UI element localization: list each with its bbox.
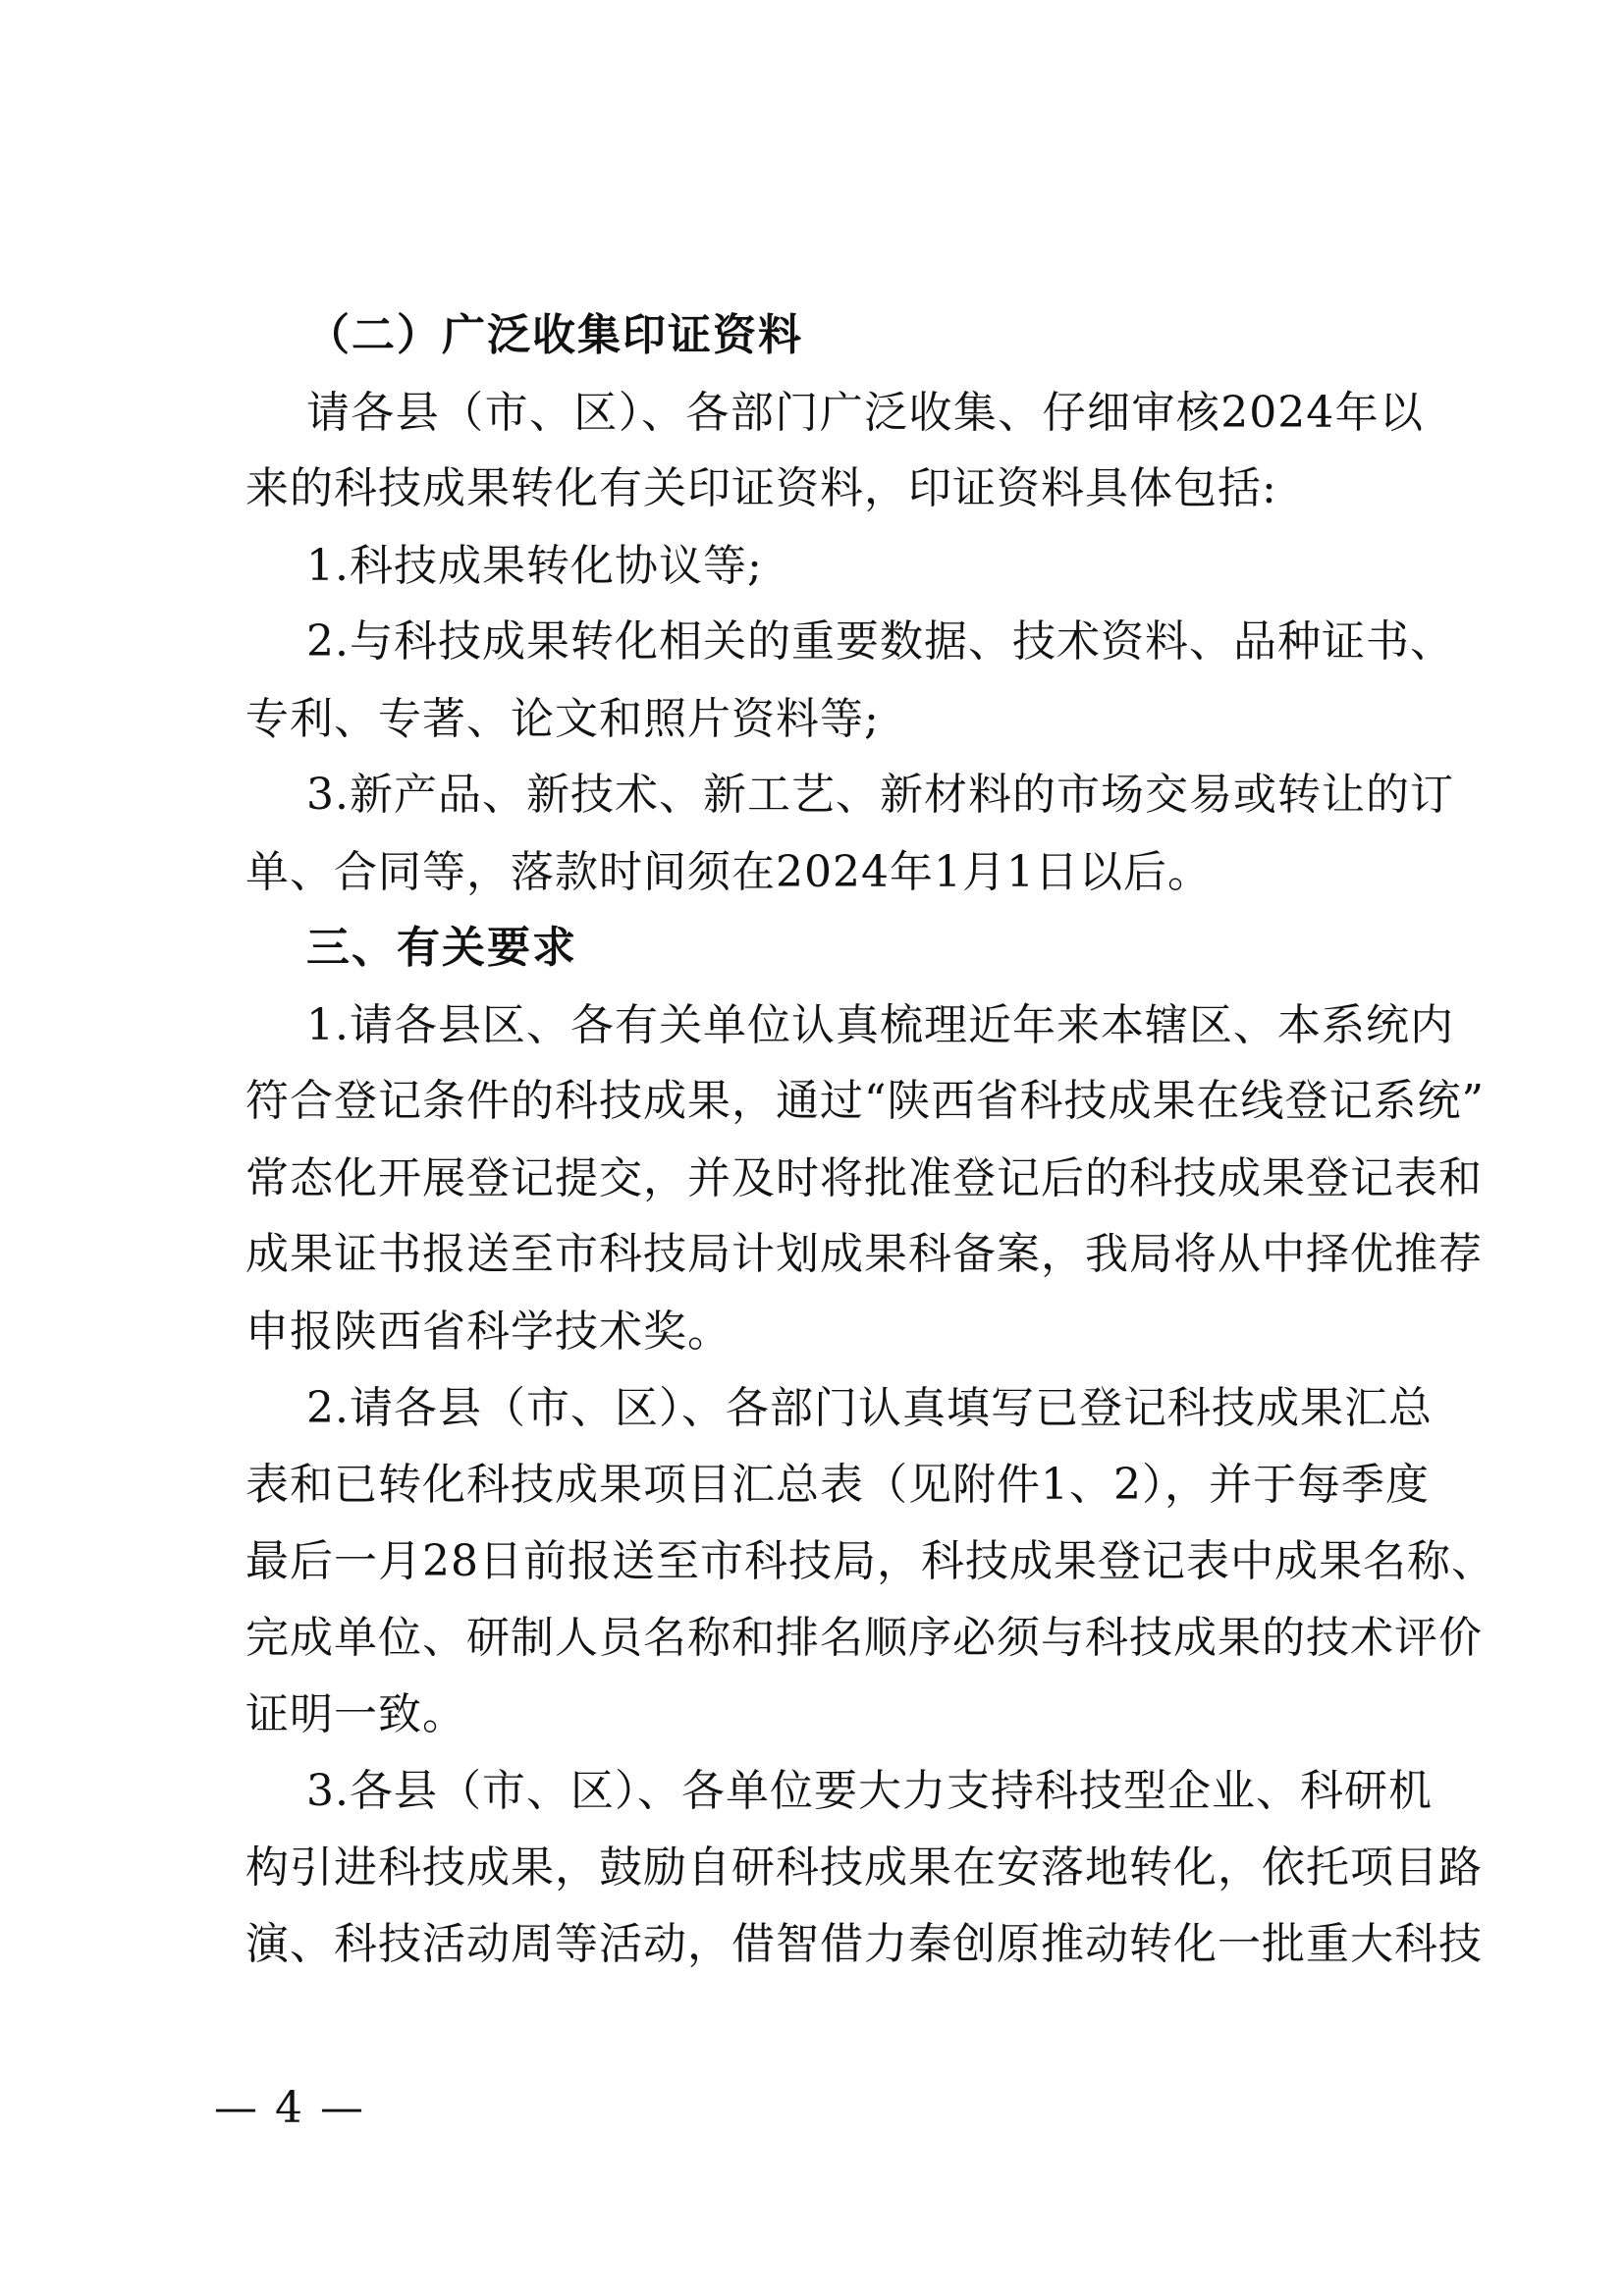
requirement-3: 3.各县（市、区）、各单位要大力支持科技型企业、科研机 bbox=[306, 1766, 1433, 1816]
paragraph-line: 最后一月28日前报送至市科技局，科技成果登记表中成果名称、 bbox=[245, 1536, 1495, 1586]
paragraph-line: 表和已转化科技成果项目汇总表（见附件1、2），并于每季度 bbox=[245, 1460, 1430, 1510]
paragraph-line: 证明一致。 bbox=[245, 1689, 466, 1739]
paragraph-line: 请各县（市、区）、各部门广泛收集、仔细审核2024年以 bbox=[306, 388, 1424, 438]
list-item-1: 1.科技成果转化协议等; bbox=[306, 541, 763, 591]
paragraph-line: 符合登记条件的科技成果，通过“陕西省科技成果在线登记系统” bbox=[245, 1076, 1485, 1126]
paragraph-line: 常态化开展登记提交，并及时将批准登记后的科技成果登记表和 bbox=[245, 1153, 1483, 1203]
list-item-3: 3.新产品、新技术、新工艺、新材料的市场交易或转让的订 bbox=[306, 770, 1454, 820]
list-item-2: 2.与科技成果转化相关的重要数据、技术资料、品种证书、 bbox=[306, 616, 1454, 667]
paragraph-line: 成果证书报送至市科技局计划成果科备案，我局将从中择优推荐 bbox=[245, 1229, 1483, 1279]
paragraph-line: 完成单位、研制人员名称和排名顺序必须与科技成果的技术评价 bbox=[245, 1613, 1483, 1663]
page-number: — 4 — bbox=[214, 2083, 365, 2133]
section-heading-requirements: 三、有关要求 bbox=[306, 923, 577, 973]
paragraph-line: 演、科技活动周等活动，借智借力秦创原推动转化一批重大科技 bbox=[245, 1919, 1483, 1969]
paragraph-line: 来的科技成果转化有关印证资料，印证资料具体包括: bbox=[245, 463, 1277, 513]
requirement-2: 2.请各县（市、区）、各部门认真填写已登记科技成果汇总 bbox=[306, 1383, 1433, 1433]
paragraph-line: 申报陕西省科学技术奖。 bbox=[245, 1307, 731, 1357]
paragraph-line: 专利、专著、论文和照片资料等; bbox=[245, 694, 880, 744]
section-heading-collect-materials: （二）广泛收集印证资料 bbox=[306, 310, 803, 360]
paragraph-line: 单、合同等，落款时间须在2024年1月1日以后。 bbox=[245, 847, 1212, 897]
paragraph-line: 构引进科技成果，鼓励自研科技成果在安落地转化，依托项目路 bbox=[245, 1842, 1483, 1893]
requirement-1: 1.请各县区、各有关单位认真梳理近年来本辖区、本系统内 bbox=[306, 1000, 1454, 1050]
